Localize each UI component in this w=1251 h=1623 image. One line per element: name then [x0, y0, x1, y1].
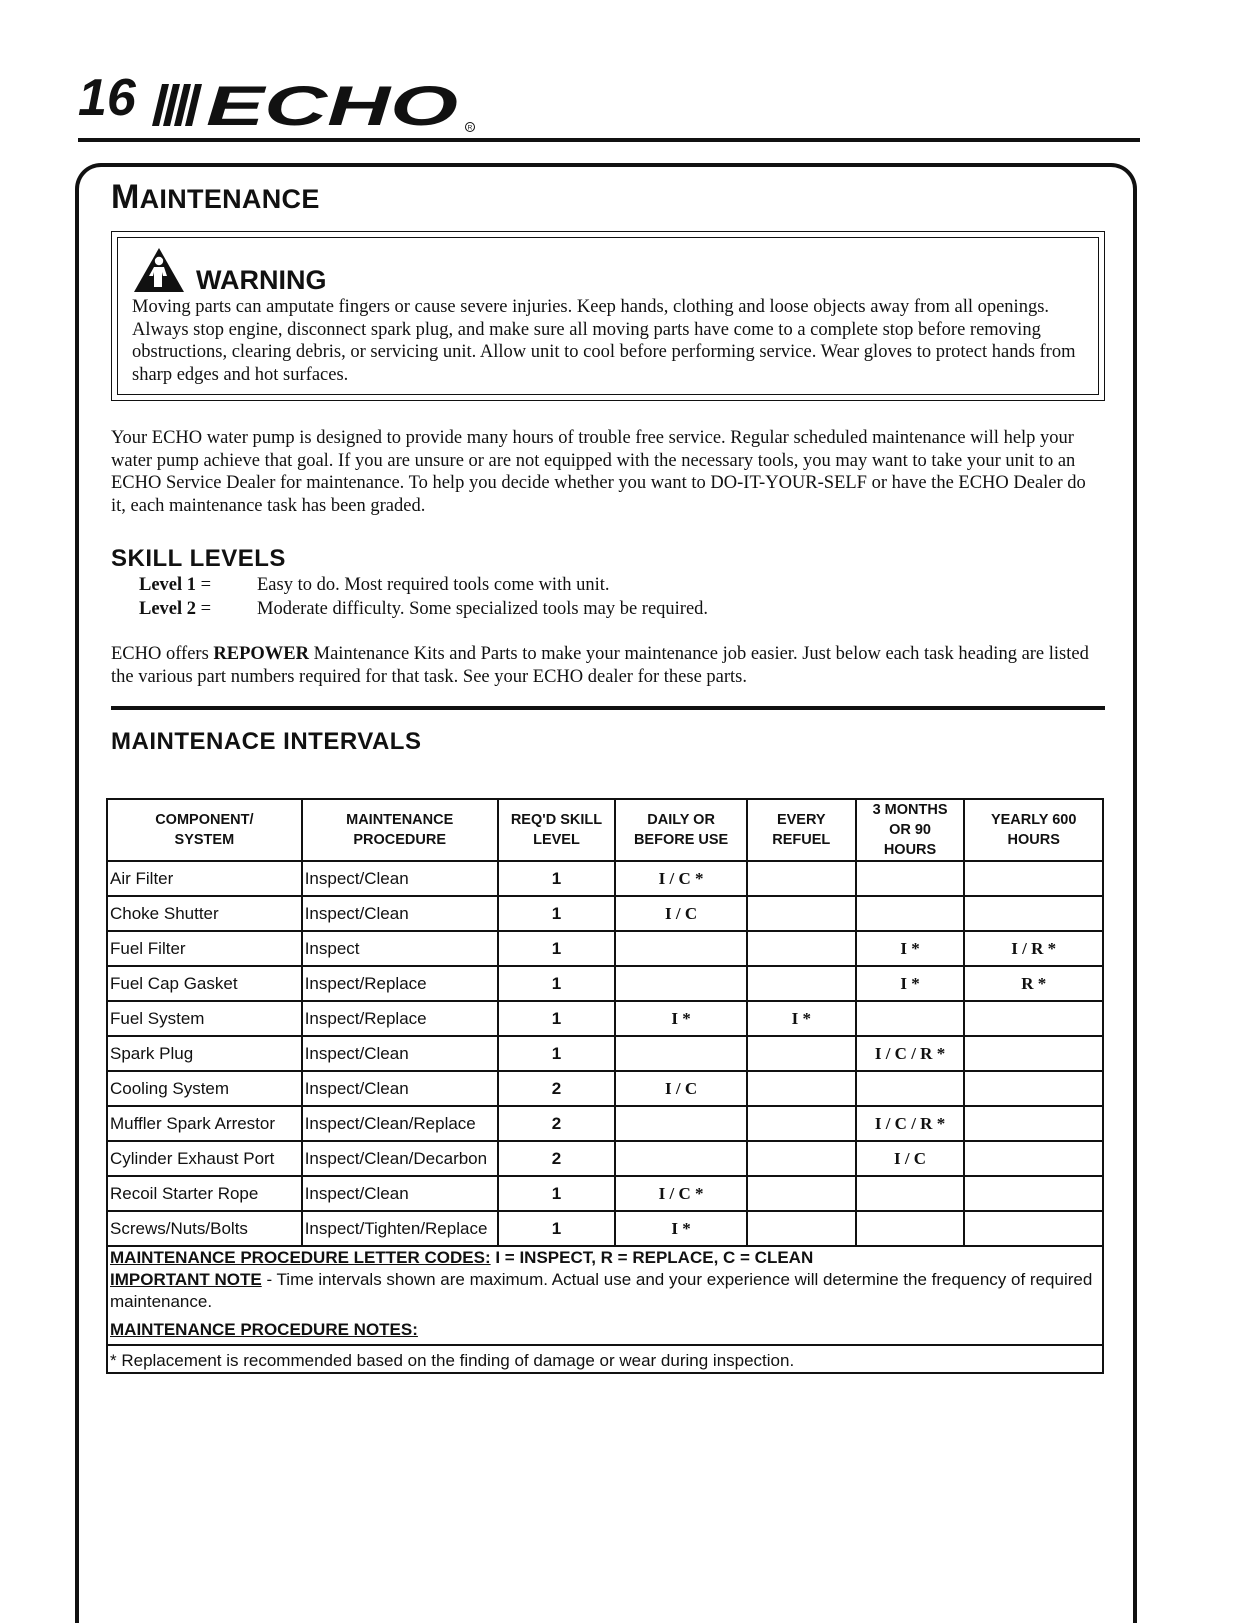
cell-daily [615, 966, 747, 1001]
repower-before: ECHO offers [111, 644, 214, 664]
cell-3-months: I / C / R * [856, 1036, 965, 1071]
cell-daily: I / C [615, 1071, 747, 1106]
header-3-months [856, 799, 965, 861]
cell-every-refuel [747, 861, 856, 896]
cell-yearly [964, 896, 1103, 931]
cell-yearly [964, 1036, 1103, 1071]
cell-procedure: Inspect/Replace [302, 1001, 498, 1036]
header-line: COMPONENT/ [155, 812, 254, 828]
cell-procedure: Inspect/Clean [302, 1036, 498, 1071]
important-note-label: IMPORTANT NOTE [110, 1270, 262, 1289]
cell-every-refuel [747, 1176, 856, 1211]
section-title-rest: AINTENANCE [139, 184, 320, 214]
intro-paragraph: Your ECHO water pump is designed to provide many hours of trouble free service. Regular scheduled maintenance will help your water pump achieve that goal. If you are unsure or are not equipped with the necessary tools, you may want to take your unit to an ECHO Service Dealer for maintenance. To help you decide whether you want to DO-IT-YOUR-SELF or have the ECHO Dealer do it, each maintenance task has been graded. [111, 428, 1086, 516]
cell-component: Screws/Nuts/Bolts [107, 1211, 302, 1246]
letter-codes-label: MAINTENANCE PROCEDURE LETTER CODES: [110, 1248, 491, 1267]
cell-3-months [856, 1176, 965, 1211]
skill-level-2 [139, 597, 1105, 621]
level-2-eq: = [196, 599, 212, 619]
table-header-row [107, 799, 1103, 861]
cell-daily: I * [615, 1001, 747, 1036]
cell-yearly [964, 1141, 1103, 1176]
cell-every-refuel [747, 966, 856, 1001]
cell-daily: I / C * [615, 1176, 747, 1211]
cell-yearly [964, 1106, 1103, 1141]
brand-wordmark: ECHO [206, 76, 458, 134]
cell-every-refuel [747, 1211, 856, 1246]
table-row [107, 966, 1103, 1001]
warning-box [111, 231, 1105, 401]
header-line: REFUEL [772, 832, 831, 848]
cell-skill-level: 2 [498, 1071, 616, 1106]
table-row [107, 931, 1103, 966]
cell-daily: I / C [615, 896, 747, 931]
maintenance-intervals-table [106, 798, 1104, 1374]
cell-procedure: Inspect [302, 931, 498, 966]
cell-procedure: Inspect/Tighten/Replace [302, 1211, 498, 1246]
cell-component: Fuel System [107, 1001, 302, 1036]
cell-3-months: I * [856, 966, 965, 1001]
cell-skill-level: 1 [498, 966, 616, 1001]
cell-daily: I * [615, 1211, 747, 1246]
table-row [107, 1036, 1103, 1071]
letter-codes: I = INSPECT, R = REPLACE, C = CLEAN [490, 1248, 814, 1267]
repower-after: Maintenance Kits and Parts to make your maintenance job easier. Just below each task heading are listed the various part numbers required for that task. See your ECHO dealer for these parts. [111, 644, 1089, 687]
cell-3-months [856, 1001, 965, 1036]
header-line: HOURS [883, 842, 937, 858]
cell-skill-level: 1 [498, 896, 616, 931]
table-notes-row [107, 1246, 1103, 1373]
cell-daily [615, 1106, 747, 1141]
table-row [107, 1141, 1103, 1176]
cell-procedure: Inspect/Clean [302, 1176, 498, 1211]
cell-component: Air Filter [107, 861, 302, 896]
cell-yearly [964, 1071, 1103, 1106]
intervals-heading: MAINTENACE INTERVALS [111, 728, 422, 755]
section-rule [111, 706, 1105, 710]
main-content [111, 170, 1105, 756]
cell-skill-level: 2 [498, 1141, 616, 1176]
cell-yearly [964, 1176, 1103, 1211]
cell-every-refuel [747, 1071, 856, 1106]
cell-every-refuel: I * [747, 1001, 856, 1036]
cell-procedure: Inspect/Replace [302, 966, 498, 1001]
header-daily [615, 799, 747, 861]
echo-logo [150, 76, 480, 139]
cell-daily: I / C * [615, 861, 747, 896]
cell-procedure: Inspect/Clean [302, 896, 498, 931]
cell-yearly [964, 1211, 1103, 1246]
header-line: MAINTENANCE [346, 812, 454, 828]
header-rule [78, 138, 1140, 142]
cell-3-months: I / C [856, 1141, 965, 1176]
cell-every-refuel [747, 931, 856, 966]
skill-levels-heading: SKILL LEVELS [111, 545, 286, 572]
cell-skill-level: 1 [498, 1211, 616, 1246]
section-title-initial: M [111, 178, 140, 216]
cell-daily [615, 1141, 747, 1176]
echo-logo-graphic [150, 76, 480, 134]
cell-procedure: Inspect/Clean/Decarbon [302, 1141, 498, 1176]
header-line: HOURS [1007, 832, 1060, 848]
warning-text: Moving parts can amputate fingers or cause severe injuries. Keep hands, clothing and loose objects away from all openings. Always stop engine, disconnect spark plug, and make sure all moving parts have come to a complete stop before removing obstructions, clearing debris, or servicing unit. Allow unit to cool before performing service. Wear gloves to protect hands from sharp edges and hot surfaces. [132, 297, 1076, 385]
cell-procedure: Inspect/Clean [302, 861, 498, 896]
header-line: SYSTEM [174, 832, 235, 848]
warning-triangle-icon [132, 246, 186, 294]
cell-skill-level: 2 [498, 1106, 616, 1141]
section-title [111, 178, 1105, 217]
cell-skill-level: 1 [498, 1176, 616, 1211]
header-line: PROCEDURE [353, 832, 446, 848]
repower-brand: REPOWER [213, 644, 310, 664]
cell-skill-level: 1 [498, 861, 616, 896]
svg-text:R: R [467, 124, 473, 132]
cell-yearly [964, 861, 1103, 896]
table-row [107, 1211, 1103, 1246]
cell-skill-level: 1 [498, 1036, 616, 1071]
header-component [107, 799, 302, 861]
cell-component: Cylinder Exhaust Port [107, 1141, 302, 1176]
cell-yearly: R * [964, 966, 1103, 1001]
page-header [78, 70, 1140, 132]
cell-component: Fuel Cap Gasket [107, 966, 302, 1001]
cell-3-months [856, 896, 965, 931]
level-2-label: Level 2 [139, 599, 197, 619]
skill-levels-section [111, 545, 1105, 621]
header-yearly [964, 799, 1103, 861]
repower-paragraph [111, 643, 1105, 688]
cell-component: Fuel Filter [107, 931, 302, 966]
header-line: OR 90 [889, 822, 931, 838]
cell-every-refuel [747, 1106, 856, 1141]
cell-component: Cooling System [107, 1071, 302, 1106]
table-row [107, 1001, 1103, 1036]
header-procedure [302, 799, 498, 861]
cell-skill-level: 1 [498, 931, 616, 966]
level-1-eq: = [196, 575, 212, 595]
cell-procedure: Inspect/Clean [302, 1071, 498, 1106]
cell-component: Choke Shutter [107, 896, 302, 931]
cell-3-months [856, 861, 965, 896]
warning-title: WARNING [196, 265, 327, 295]
cell-3-months [856, 1071, 965, 1106]
cell-3-months: I / C / R * [856, 1106, 965, 1141]
page-number: 16 [78, 69, 136, 127]
header-line: LEVEL [533, 832, 580, 848]
header-every-refuel [747, 799, 856, 861]
cell-3-months [856, 1211, 965, 1246]
table-row [107, 1106, 1103, 1141]
level-2-desc: Moderate difficulty. Some specialized tools may be required. [257, 599, 709, 619]
procedure-notes-text: * Replacement is recommended based on the finding of damage or wear during inspection. [110, 1351, 795, 1370]
table-row [107, 896, 1103, 931]
header-skill-level [498, 799, 616, 861]
table-row [107, 1176, 1103, 1211]
important-note-text: - Time intervals shown are maximum. Actual use and your experience will determine the frequency of required maintenance. [110, 1270, 1093, 1311]
cell-daily [615, 1036, 747, 1071]
cell-component: Spark Plug [107, 1036, 302, 1071]
header-line: REQ'D SKILL [510, 812, 603, 828]
cell-every-refuel [747, 896, 856, 931]
table-row [107, 1071, 1103, 1106]
table-body [107, 861, 1103, 1246]
header-line: EVERY [776, 812, 826, 828]
cell-yearly: I / R * [964, 931, 1103, 966]
skill-level-1 [139, 573, 1105, 597]
level-1-desc: Easy to do. Most required tools come with unit. [257, 575, 610, 595]
table-notes [107, 1246, 1103, 1373]
cell-skill-level: 1 [498, 1001, 616, 1036]
header-line: DAILY OR [647, 812, 715, 828]
cell-3-months: I * [856, 931, 965, 966]
procedure-notes-label: MAINTENANCE PROCEDURE NOTES: [110, 1320, 418, 1339]
header-line: YEARLY 600 [990, 812, 1077, 828]
cell-component: Recoil Starter Rope [107, 1176, 302, 1211]
cell-every-refuel [747, 1141, 856, 1176]
header-line: 3 MONTHS [872, 802, 948, 818]
cell-every-refuel [747, 1036, 856, 1071]
header-line: BEFORE USE [633, 832, 729, 848]
cell-procedure: Inspect/Clean/Replace [302, 1106, 498, 1141]
level-1-label: Level 1 [139, 575, 197, 595]
cell-component: Muffler Spark Arrestor [107, 1106, 302, 1141]
cell-yearly [964, 1001, 1103, 1036]
table-row [107, 861, 1103, 896]
cell-daily [615, 931, 747, 966]
